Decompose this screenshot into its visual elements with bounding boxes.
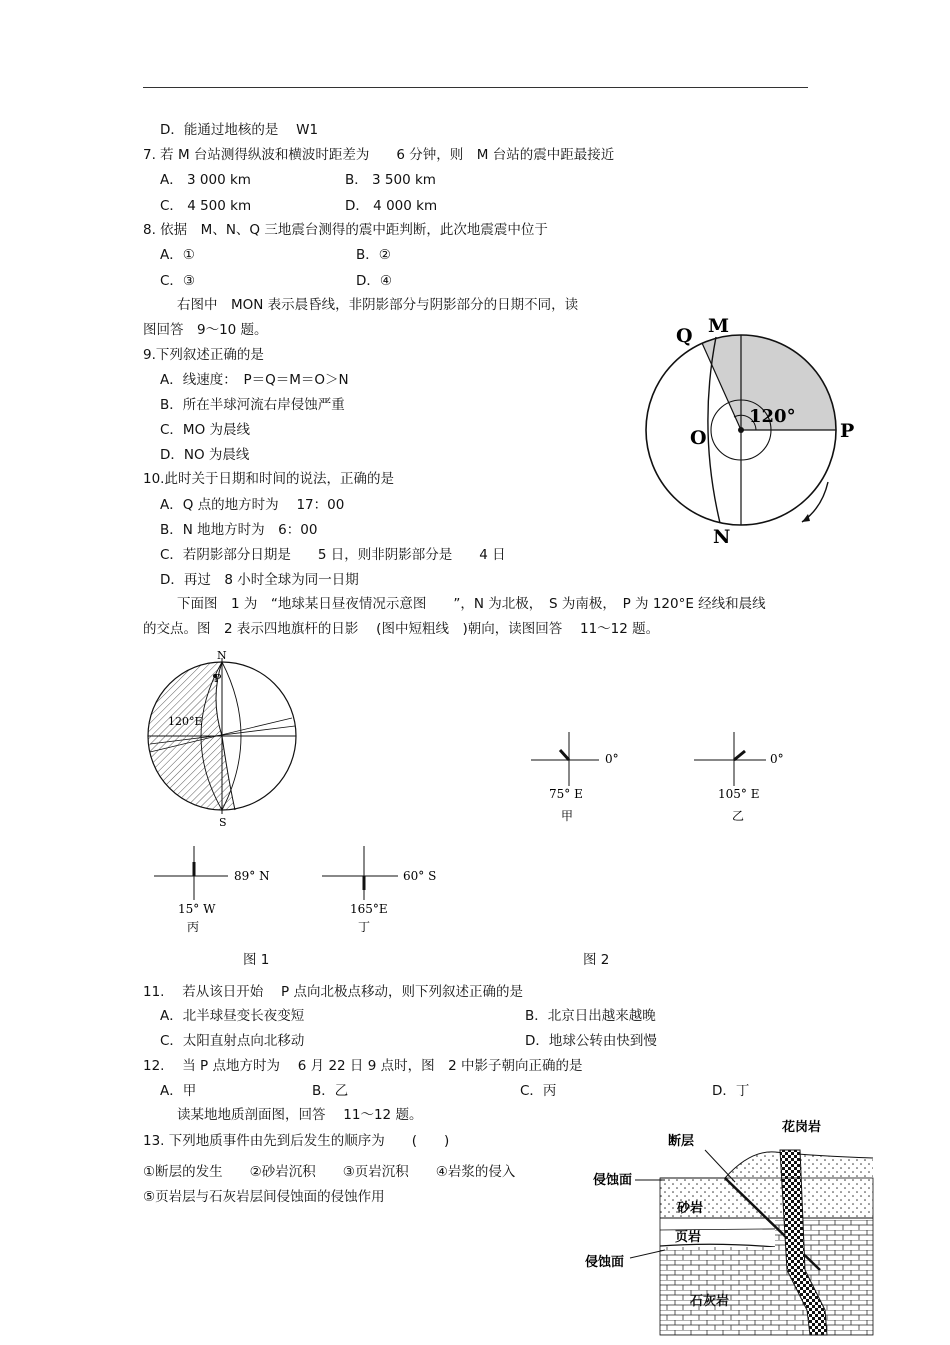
label-angle: 120° [749, 406, 796, 427]
q10-option-a: A．Q 点的地方时为 17：00 [160, 497, 345, 513]
intro-11-line1: 下面图 1 为 “地球某日昼夜情况示意图 ”，N 为北极， S 为南极， P 为 120°E 经线和晨线 [177, 596, 766, 612]
fault-pointer [705, 1150, 735, 1182]
label-erosion1: 侵蚀面 [593, 1173, 633, 1188]
q8-stem: 8. 依据 M、N、Q 三地震台测得的震中距判断，此次地震震中位于 [143, 222, 548, 238]
q6-option-d: D．能通过地核的是 W1 [160, 122, 319, 138]
q9-option-a: A．线速度： P＝Q＝M＝O＞N [160, 372, 349, 388]
q8-option-d: D．④ [356, 273, 392, 289]
rotation-arrowhead [802, 514, 810, 522]
intro-11-line2: 的交点。图 2 表示四地旗杆的日影 (图中短粗线 )朝向，读图回答 11～12 题。 [143, 621, 660, 637]
label-limestone: 石灰岩 [690, 1294, 730, 1309]
q13-stem: 13. 下列地质事件由先到后发生的顺序为 ( ) [143, 1133, 450, 1149]
label-n: N [713, 526, 731, 548]
label-p: P [840, 420, 855, 442]
intro-9-line2: 图回答 9～10 题。 [143, 322, 268, 338]
q7-stem: 7. 若 M 台站测得纵波和横波时距差为 6 分钟，则 M 台站的震中距最接近 [143, 147, 615, 163]
jia-name: 甲 [561, 809, 574, 823]
fig1-label-p: P [214, 672, 222, 685]
q9-stem: 9.下列叙述正确的是 [143, 347, 264, 363]
ding-lon: 165°E [350, 902, 388, 916]
intro-9-line1: 右图中 MON 表示晨昏线，非阴影部分与阴影部分的日期不同，读 [177, 297, 579, 313]
label-erosion2: 侵蚀面 [585, 1255, 625, 1270]
q11-option-b: B．北京日出越来越晚 [525, 1008, 656, 1024]
fig2-bing [150, 842, 270, 942]
q7-option-c: C． 4 500 km [160, 198, 252, 214]
label-fault: 断层 [668, 1134, 695, 1149]
label-m: M [708, 315, 730, 337]
fig2-caption: 图 2 [583, 952, 610, 968]
bing-lon: 15° W [178, 902, 216, 916]
q9-option-b: B．所在半球河流右岸侵蚀严重 [160, 397, 345, 413]
q9-option-c: C．MO 为晨线 [160, 422, 250, 438]
fig1-caption: 图 1 [243, 952, 270, 968]
limestone-layer [660, 1247, 873, 1335]
q10-option-d: D．再过 8 小时全球为同一日期 [160, 572, 359, 588]
figure-mon-terminator [630, 310, 860, 550]
q12-option-a: A．甲 [160, 1083, 197, 1099]
rotation-arrow [802, 482, 828, 522]
q11-option-a: A．北半球昼变长夜变短 [160, 1008, 305, 1024]
fig2-yi [688, 728, 798, 828]
fig2-ding [318, 842, 438, 942]
bing-name: 丙 [187, 920, 200, 934]
q12-option-b: B．乙 [312, 1083, 349, 1099]
figure-geology-section [575, 1110, 880, 1340]
label-granite: 花岗岩 [782, 1120, 822, 1135]
q13-line1: ①断层的发生 ②砂岩沉积 ③页岩沉积 ④岩浆的侵入 [143, 1164, 516, 1180]
pole-dot [738, 427, 744, 433]
q7-option-b: B． 3 500 km [345, 172, 436, 188]
label-sandstone: 砂岩 [677, 1201, 704, 1216]
figure-1-globe [140, 648, 310, 833]
q13-line2: ⑤页岩层与石灰岩层间侵蚀面的侵蚀作用 [143, 1189, 385, 1205]
label-o: O [690, 427, 707, 449]
jia-shadow [560, 750, 569, 760]
q9-option-d: D．NO 为晨线 [160, 447, 250, 463]
yi-lat: 0° [770, 752, 784, 766]
yi-shadow [734, 751, 745, 760]
ding-name: 丁 [358, 920, 371, 934]
q12-option-d: D．丁 [712, 1083, 750, 1099]
q11-option-d: D．地球公转由快到慢 [525, 1033, 657, 1049]
q10-option-c: C．若阴影部分日期是 5 日，则非阴影部分是 4 日 [160, 547, 506, 563]
q8-option-c: C．③ [160, 273, 196, 289]
top-rule [143, 87, 808, 88]
q12-stem: 12. 当 P 点地方时为 6 月 22 日 9 点时，图 2 中影子朝向正确的是 [143, 1058, 583, 1074]
label-q: Q [676, 325, 693, 347]
q8-option-b: B．② [356, 247, 391, 263]
yi-lon: 105° E [718, 787, 760, 801]
q7-option-a: A． 3 000 km [160, 172, 251, 188]
intro-13-line1: 读某地地质剖面图，回答 11～12 题。 [177, 1107, 423, 1123]
label-shale: 页岩 [675, 1230, 702, 1245]
bing-lat: 89° N [234, 869, 270, 883]
q10-stem: 10.此时关于日期和时间的说法，正确的是 [143, 471, 394, 487]
q8-option-a: A．① [160, 247, 195, 263]
fig1-label-lon: 120°E [168, 715, 203, 728]
q7-option-d: D． 4 000 km [345, 198, 438, 214]
q10-option-b: B．N 地地方时为 6：00 [160, 522, 318, 538]
fig1-label-s: S [219, 816, 227, 829]
fig2-jia [525, 728, 625, 828]
yi-name: 乙 [732, 809, 745, 823]
q11-stem: 11. 若从该日开始 P 点向北极点移动，则下列叙述正确的是 [143, 984, 523, 1000]
jia-lon: 75° E [549, 787, 583, 801]
q11-option-c: C．太阳直射点向北移动 [160, 1033, 305, 1049]
q12-option-c: C．丙 [520, 1083, 557, 1099]
ding-lat: 60° S [403, 869, 437, 883]
fig1-label-n: N [217, 649, 227, 662]
jia-lat: 0° [605, 752, 619, 766]
